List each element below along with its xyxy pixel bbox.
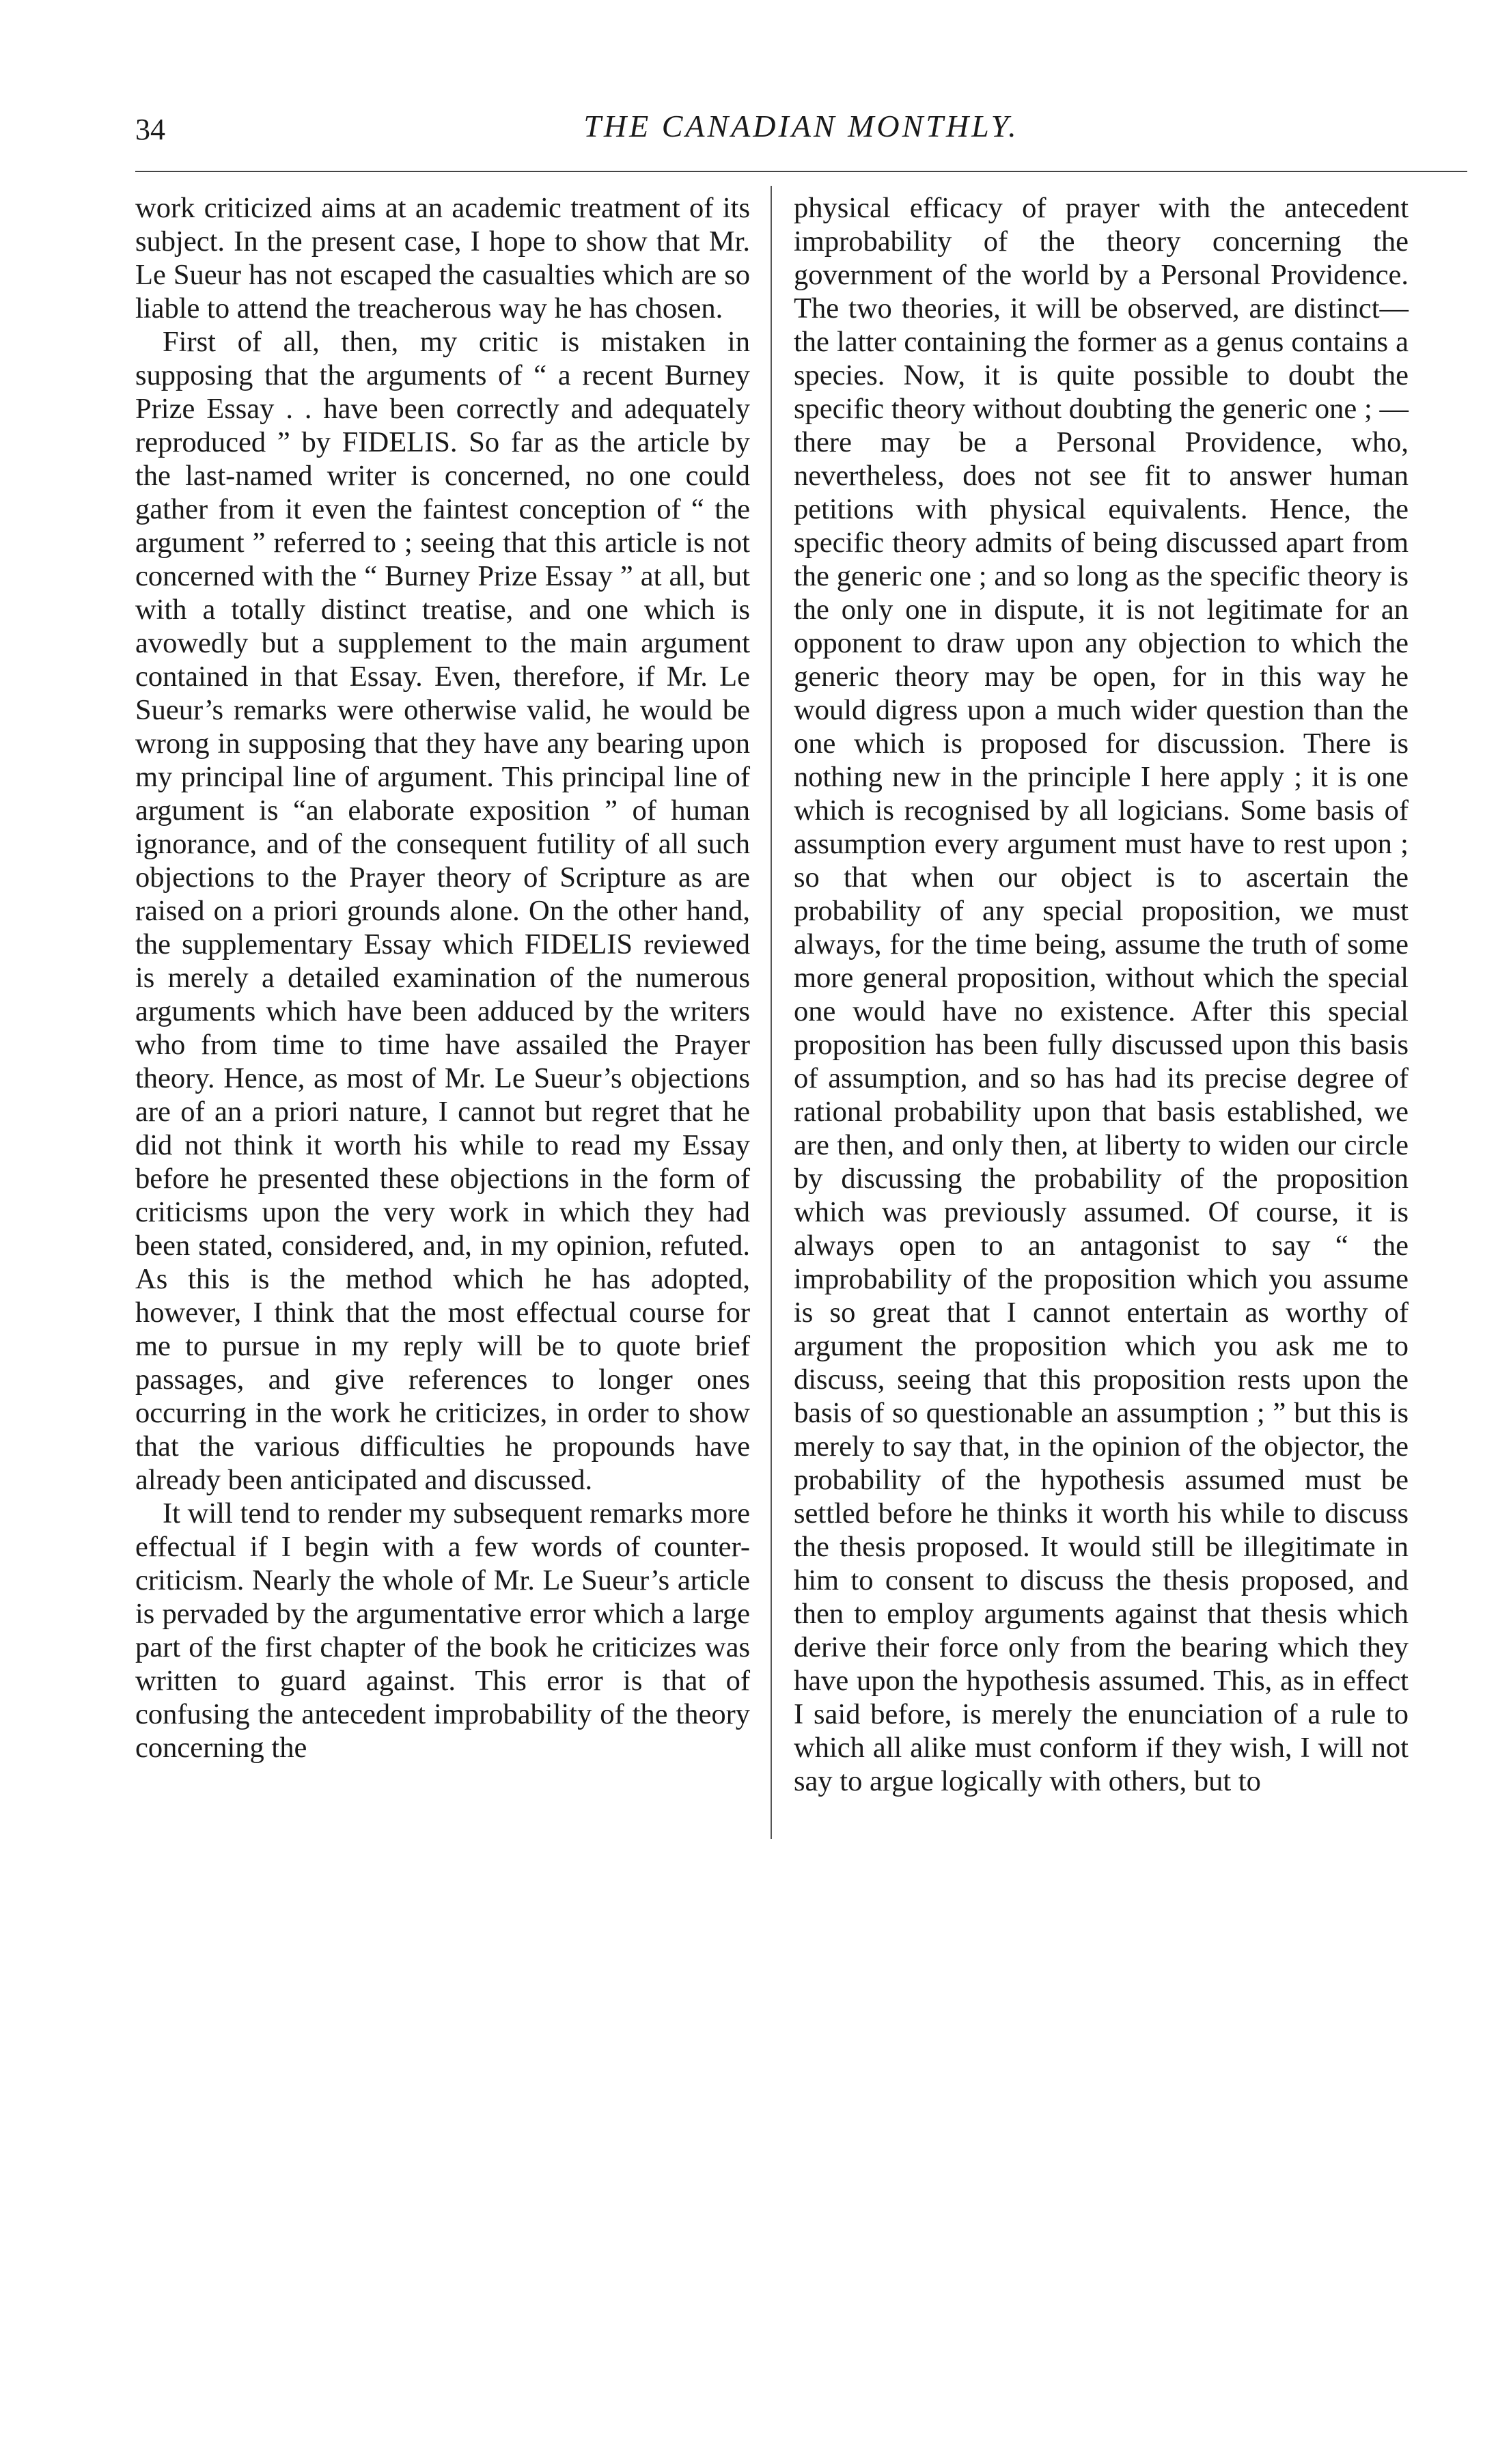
page-header: [135, 108, 1467, 156]
right-column: [794, 191, 1409, 1798]
page-number: 34: [135, 113, 165, 146]
paragraph: work criticized aims at an academic treatment of its subject. In the present case, I hope to show that Mr. Le Sueur has not escaped the casualties which are so liable to attend the treacherous way he has chosen.: [135, 192, 750, 324]
header-rule: [135, 171, 1467, 172]
paragraph: First of all, then, my critic is mistaken in supposing that the arguments of “ a recent Burney Prize Essay . . have been correctly and adequately reproduced ” by FIDELIS. So far as the article by the last-named writer is concerned, no one could gather from it even the faintest conception of “ the argument ” referred to ; seeing that this article is not concerned with the “ Burney Prize Essay ” at all, but with a totally distinct treatise, and one which is avowedly but a supplement to the main argument contained in that Essay. Even, therefore, if Mr. Le Sueur’s remarks were otherwise valid, he would be wrong in supposing that they have any bearing upon my principal line of argument. This principal line of argument is “an elaborate exposition ” of human ignorance, and of the consequent futility of all such objections to the Prayer theory of Scripture as are raised on a priori grounds alone. On the other hand, the supplementary Essay which FIDELIS reviewed is merely a detailed examination of the numerous arguments which have been adduced by the writers who from time to time have assailed the Prayer theory. Hence, as most of Mr. Le Sueur’s objections are of an a priori nature, I cannot but regret that he did not think it worth his while to read my Essay before he presented these objections in the form of criticisms upon the very work in which they had been stated, considered, and, in my opinion, refuted. As this is the method which he has adopted, however, I think that the most effectual course for me to pursue in my reply will be to quote brief passages, and give references to longer ones occurring in the work he criticizes, in order to show that the various difficulties he propounds have already been anticipated and discussed.: [135, 326, 750, 1496]
paragraph: It will tend to render my subsequent remarks more effectual if I begin with a few words of counter-criticism. Nearly the whole of Mr. Le Sueur’s article is pervaded by the argumentative error which a large part of the first chapter of the book he criticizes was written to guard against. This error is that of confusing the antecedent improbability of the theory concerning the: [135, 1497, 750, 1764]
paragraph: physical efficacy of prayer with the antecedent improbability of the theory concerning the government of the world by a Personal Providence. The two theories, it will be observed, are distinct—the latter containing the former as a genus contains a species. Now, it is quite possible to doubt the specific theory without doubting the generic one ; —there may be a Personal Providence, who, nevertheless, does not see fit to answer human petitions with physical equivalents. Hence, the specific theory admits of being discussed apart from the generic one ; and so long as the specific theory is the only one in dispute, it is not legitimate for an opponent to draw upon any objection to which the generic theory may be open, for in this way he would digress upon a much wider question than the one which is proposed for discussion. There is nothing new in the principle I here apply ; it is one which is recognised by all logicians. Some basis of assumption every argument must have to rest upon ; so that when our object is to ascertain the probability of any special proposition, we must always, for the time being, assume the truth of some more general proposition, without which the special one would have no existence. After this special proposition has been fully discussed upon this basis of assumption, and so has had its precise degree of rational probability upon that basis established, we are then, and only then, at liberty to widen our circle by discussing the probability of the proposition which was previously assumed. Of course, it is always open to an antagonist to say “ the improbability of the proposition which you assume is so great that I cannot entertain as worthy of argument the proposition which you ask me to discuss, seeing that this proposition rests upon the basis of so questionable an assumption ; ” but this is merely to say that, in the opinion of the objector, the probability of the hypothesis assumed must be settled before he thinks it worth his while to discuss the thesis proposed. It would still be illegitimate in him to consent to discuss the thesis proposed, and then to employ arguments against that thesis which derive their force only from the bearing which they have upon the hypothesis assumed. This, as in effect I said before, is merely the enunciation of a rule to which all alike must conform if they wish, I will not say to argue logically with others, but to: [794, 192, 1409, 1797]
left-column: [135, 191, 750, 1764]
column-divider: [771, 186, 772, 1839]
running-title: THE CANADIAN MONTHLY.: [583, 109, 1019, 143]
